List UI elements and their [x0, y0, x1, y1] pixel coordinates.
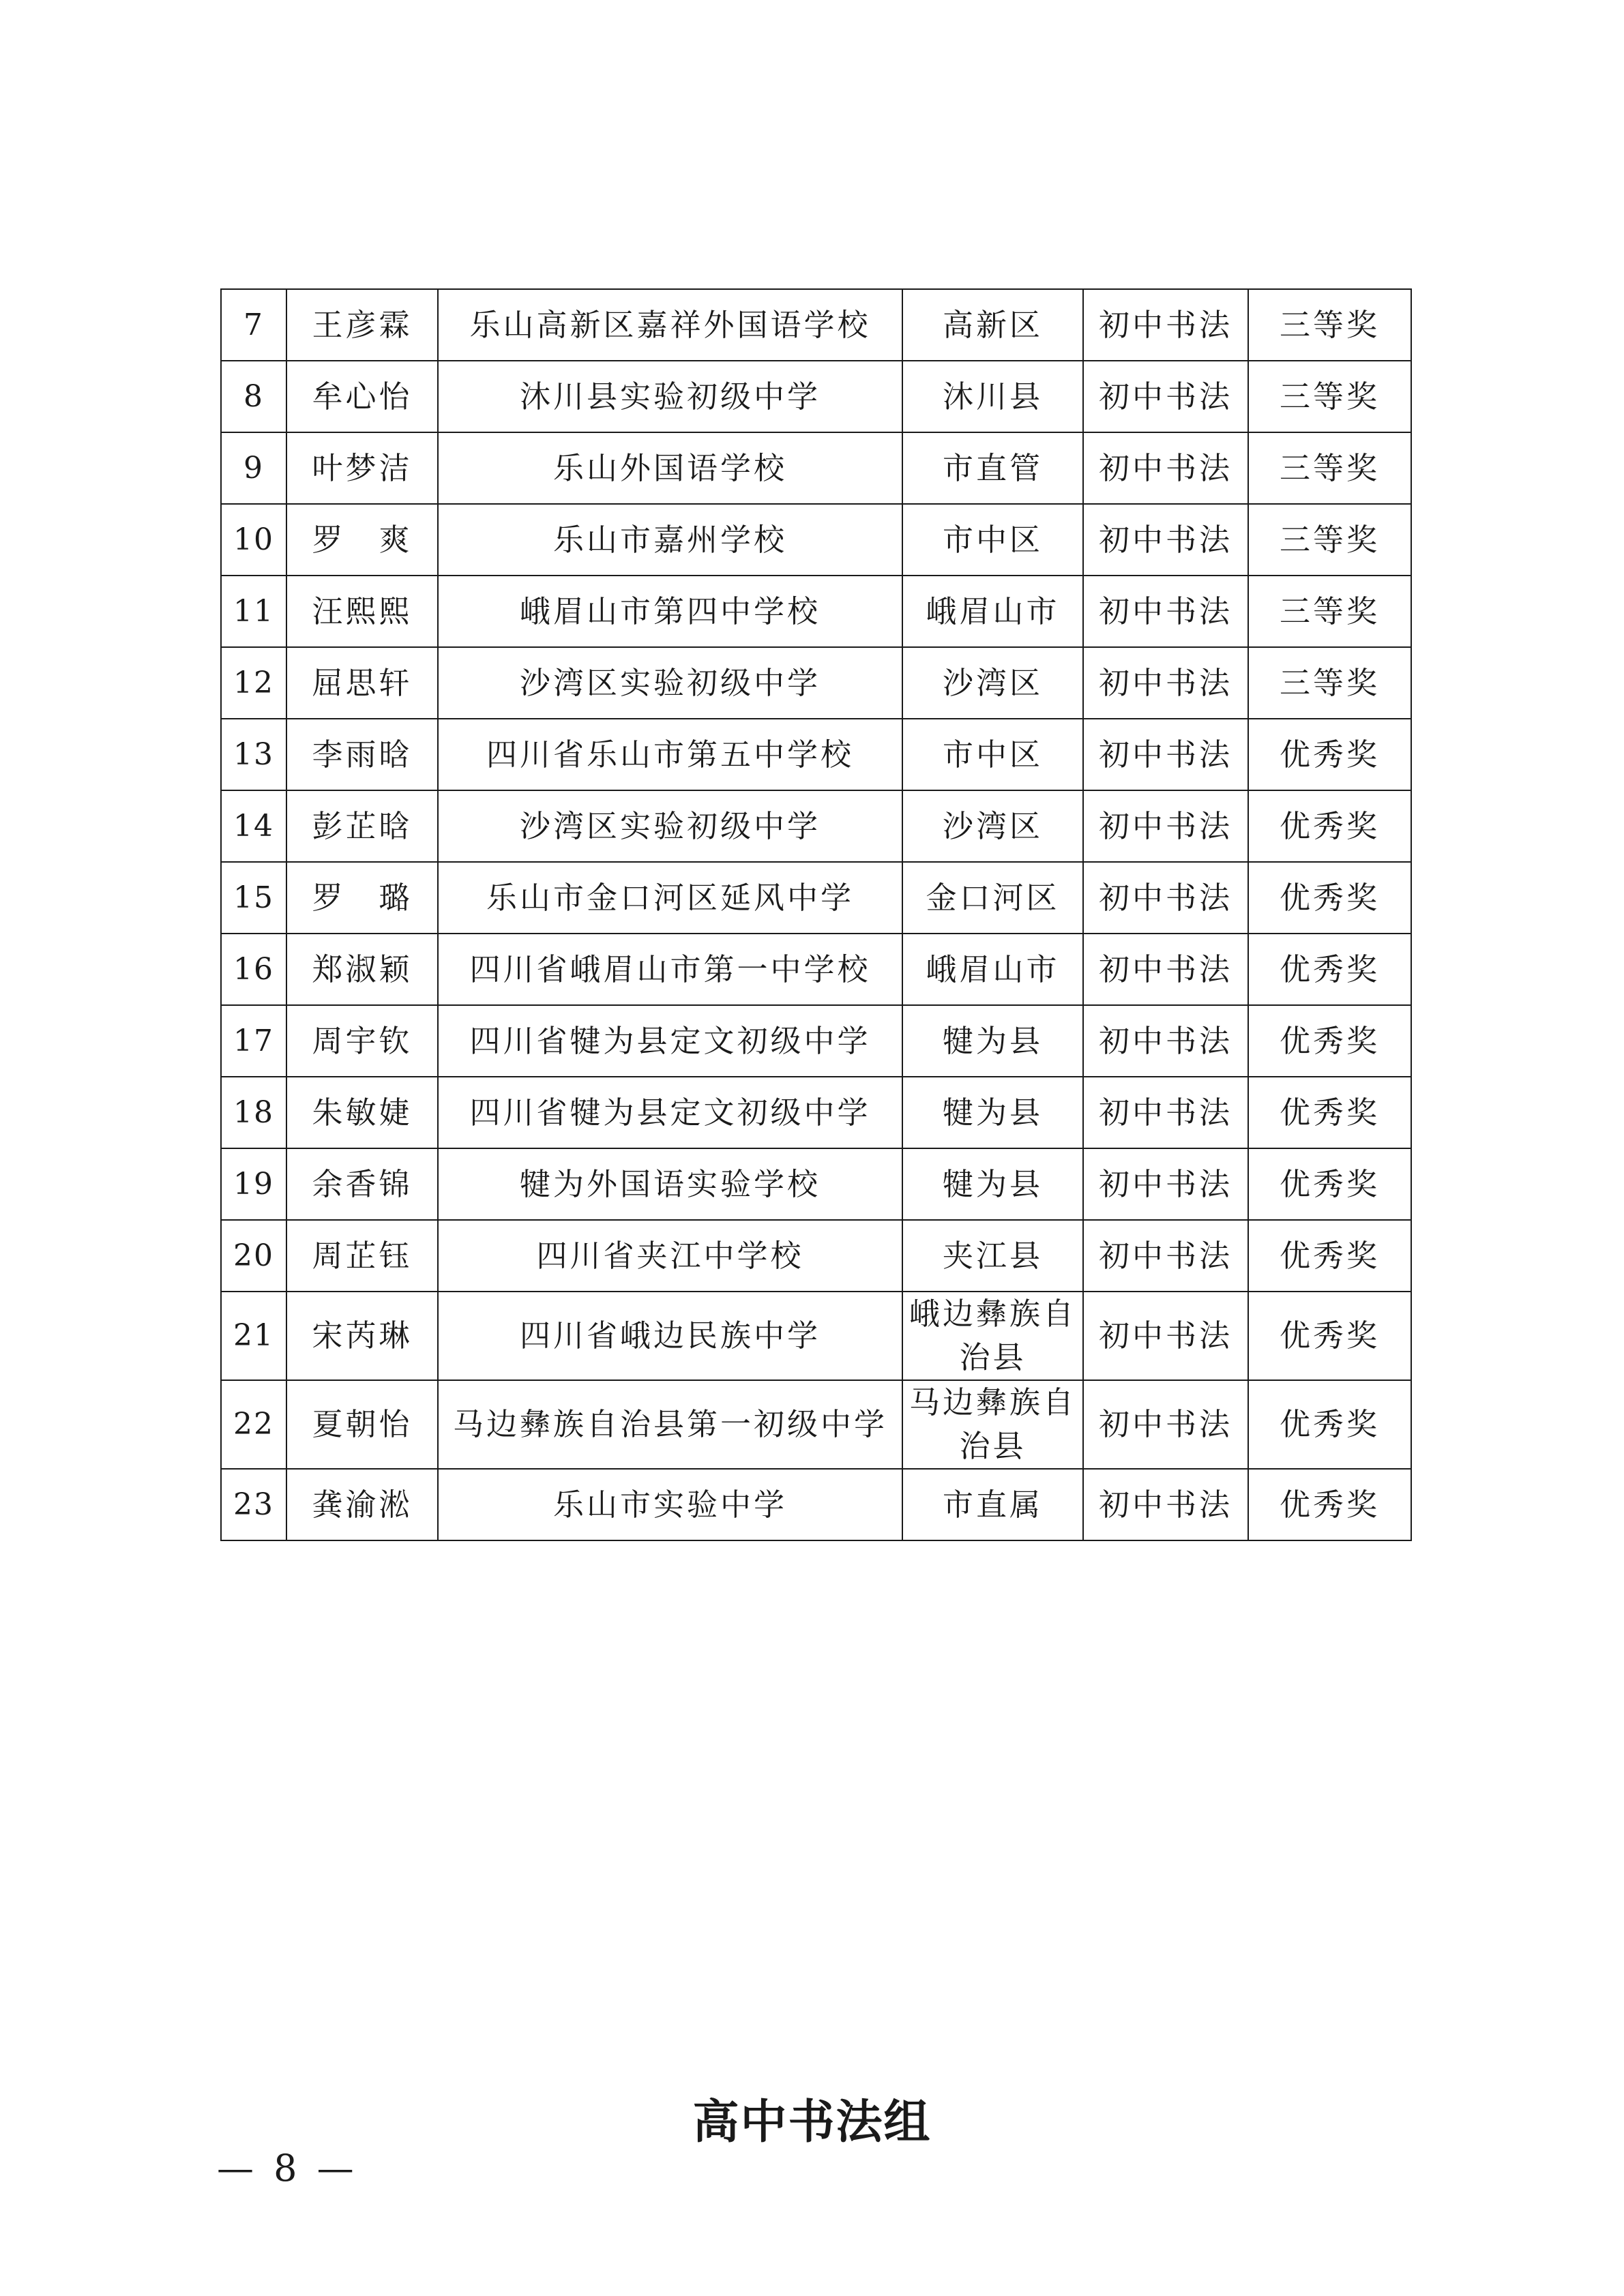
school-name: 四川省乐山市第五中学校: [438, 719, 902, 790]
award: 三等奖: [1248, 432, 1411, 504]
table-row: [221, 1077, 1411, 1148]
student-name: 龚渝淞: [286, 1469, 438, 1540]
school-name: 四川省峨边民族中学: [438, 1292, 902, 1380]
school-name: 四川省峨眉山市第一中学校: [438, 934, 902, 1005]
award: 优秀奖: [1248, 1148, 1411, 1220]
row-number: 17: [221, 1005, 286, 1077]
school-name: 沐川县实验初级中学: [438, 361, 902, 432]
district: 马边彝族自治县: [902, 1380, 1083, 1469]
award: 优秀奖: [1248, 1005, 1411, 1077]
school-name: 四川省夹江中学校: [438, 1220, 902, 1292]
table-row: [221, 289, 1411, 361]
category: 初中书法: [1083, 1380, 1248, 1469]
row-number: 13: [221, 719, 286, 790]
school-name: 沙湾区实验初级中学: [438, 647, 902, 719]
award: 优秀奖: [1248, 719, 1411, 790]
student-name: 彭芷晗: [286, 790, 438, 862]
section-title: 高中书法组: [692, 2096, 932, 2149]
school-name: 犍为外国语实验学校: [438, 1148, 902, 1220]
award: 优秀奖: [1248, 1077, 1411, 1148]
student-name: 屈思轩: [286, 647, 438, 719]
table-row: [221, 1005, 1411, 1077]
page-number: — 8 —: [217, 2147, 358, 2190]
award: 三等奖: [1248, 504, 1411, 576]
school-name: 四川省犍为县定文初级中学: [438, 1077, 902, 1148]
category: 初中书法: [1083, 1077, 1248, 1148]
award: 优秀奖: [1248, 1380, 1411, 1469]
row-number: 19: [221, 1148, 286, 1220]
table-row: [221, 1148, 1411, 1220]
row-number: 12: [221, 647, 286, 719]
district: 市中区: [902, 504, 1083, 576]
row-number: 20: [221, 1220, 286, 1292]
award: 优秀奖: [1248, 862, 1411, 934]
category: 初中书法: [1083, 1005, 1248, 1077]
category: 初中书法: [1083, 647, 1248, 719]
category: 初中书法: [1083, 576, 1248, 647]
school-name: 乐山市实验中学: [438, 1469, 902, 1540]
district: 沐川县: [902, 361, 1083, 432]
student-name: 汪熙熙: [286, 576, 438, 647]
district: 峨眉山市: [902, 576, 1083, 647]
category: 初中书法: [1083, 1292, 1248, 1380]
school-name: 峨眉山市第四中学校: [438, 576, 902, 647]
category: 初中书法: [1083, 934, 1248, 1005]
table-row: [221, 361, 1411, 432]
category: 初中书法: [1083, 289, 1248, 361]
table-row: [221, 1469, 1411, 1540]
district: 市直管: [902, 432, 1083, 504]
category: 初中书法: [1083, 719, 1248, 790]
row-number: 22: [221, 1380, 286, 1469]
award: 优秀奖: [1248, 1220, 1411, 1292]
awards-table: [220, 288, 1412, 1541]
table-row: [221, 862, 1411, 934]
row-number: 15: [221, 862, 286, 934]
district: 金口河区: [902, 862, 1083, 934]
school-name: 乐山市嘉州学校: [438, 504, 902, 576]
table-row: [221, 576, 1411, 647]
school-name: 沙湾区实验初级中学: [438, 790, 902, 862]
student-name: 周宇钦: [286, 1005, 438, 1077]
category: 初中书法: [1083, 504, 1248, 576]
award: 三等奖: [1248, 576, 1411, 647]
row-number: 8: [221, 361, 286, 432]
table-row: [221, 432, 1411, 504]
student-name: 罗 璐: [286, 862, 438, 934]
student-name: 周芷钰: [286, 1220, 438, 1292]
category: 初中书法: [1083, 1469, 1248, 1540]
student-name: 余香锦: [286, 1148, 438, 1220]
district: 市直属: [902, 1469, 1083, 1540]
table-row: [221, 1380, 1411, 1469]
district: 峨眉山市: [902, 934, 1083, 1005]
award: 优秀奖: [1248, 1292, 1411, 1380]
district: 犍为县: [902, 1077, 1083, 1148]
table-row: [221, 504, 1411, 576]
row-number: 7: [221, 289, 286, 361]
district: 犍为县: [902, 1148, 1083, 1220]
table-row: [221, 719, 1411, 790]
award: 三等奖: [1248, 647, 1411, 719]
table-row: [221, 934, 1411, 1005]
category: 初中书法: [1083, 432, 1248, 504]
student-name: 牟心怡: [286, 361, 438, 432]
student-name: 李雨晗: [286, 719, 438, 790]
award: 优秀奖: [1248, 934, 1411, 1005]
district: 高新区: [902, 289, 1083, 361]
row-number: 14: [221, 790, 286, 862]
category: 初中书法: [1083, 361, 1248, 432]
school-name: 四川省犍为县定文初级中学: [438, 1005, 902, 1077]
award: 优秀奖: [1248, 790, 1411, 862]
student-name: 罗 爽: [286, 504, 438, 576]
category: 初中书法: [1083, 862, 1248, 934]
student-name: 夏朝怡: [286, 1380, 438, 1469]
district: 夹江县: [902, 1220, 1083, 1292]
row-number: 16: [221, 934, 286, 1005]
row-number: 11: [221, 576, 286, 647]
student-name: 叶梦洁: [286, 432, 438, 504]
row-number: 10: [221, 504, 286, 576]
category: 初中书法: [1083, 1148, 1248, 1220]
category: 初中书法: [1083, 790, 1248, 862]
award: 三等奖: [1248, 361, 1411, 432]
row-number: 23: [221, 1469, 286, 1540]
row-number: 9: [221, 432, 286, 504]
school-name: 马边彝族自治县第一初级中学: [438, 1380, 902, 1469]
district: 沙湾区: [902, 790, 1083, 862]
table-row: [221, 647, 1411, 719]
student-name: 王彦霖: [286, 289, 438, 361]
row-number: 21: [221, 1292, 286, 1380]
school-name: 乐山高新区嘉祥外国语学校: [438, 289, 902, 361]
district: 沙湾区: [902, 647, 1083, 719]
student-name: 郑淑颖: [286, 934, 438, 1005]
district: 犍为县: [902, 1005, 1083, 1077]
school-name: 乐山外国语学校: [438, 432, 902, 504]
row-number: 18: [221, 1077, 286, 1148]
award: 三等奖: [1248, 289, 1411, 361]
table-row: [221, 790, 1411, 862]
student-name: 朱敏婕: [286, 1077, 438, 1148]
award: 优秀奖: [1248, 1469, 1411, 1540]
table-row: [221, 1292, 1411, 1380]
category: 初中书法: [1083, 1220, 1248, 1292]
district: 市中区: [902, 719, 1083, 790]
school-name: 乐山市金口河区延风中学: [438, 862, 902, 934]
student-name: 宋芮琳: [286, 1292, 438, 1380]
table-row: [221, 1220, 1411, 1292]
district: 峨边彝族自治县: [902, 1292, 1083, 1380]
